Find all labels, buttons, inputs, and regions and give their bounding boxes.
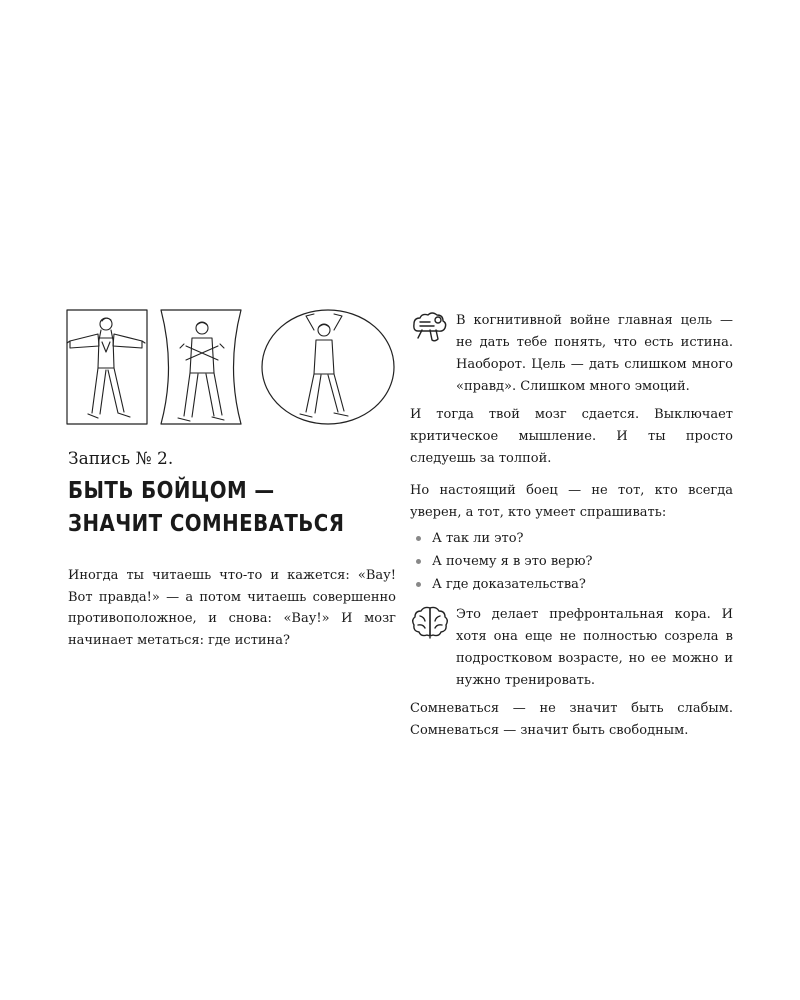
right-column [410, 310, 733, 742]
paragraph-real-fighter: Но настоящий боец — не тот, кто всегда уверен, а тот, кто умеет спрашивать: [410, 483, 733, 520]
person-crossing-arms-illustration [66, 308, 396, 426]
entry-section [68, 447, 396, 651]
paragraph-brain-gives-up: И тогда твой мозг сдается. Выключает критическое мышление. И ты просто следуешь за толпой. [410, 407, 733, 466]
brain-chat-icon [410, 310, 450, 346]
entry-title [68, 475, 350, 541]
bullet-icon [416, 582, 421, 587]
callout-cognitive-war [410, 310, 733, 398]
callout-cognitive-war-text: В когнитивной войне главная цель — не дать тебе понять, что есть истина. Наоборот. Цель — дать слишком много «правд». Слишком много эмоций. [456, 313, 733, 394]
entry-subtitle: Запись № 2. [68, 449, 174, 469]
bullet-icon [416, 559, 421, 564]
entry-title-line1: БЫТЬ БОЙЦОМ — [68, 478, 275, 504]
question-list [410, 527, 733, 596]
callout-prefrontal [410, 604, 733, 692]
brain-icon [410, 604, 450, 640]
entry-title-line2: ЗНАЧИТ СОМНЕВАТЬСЯ [68, 511, 345, 537]
callout-prefrontal-text: Это делает префронтальная кора. И хотя она еще не полностью созрела в подростковом возрасте, но ее можно и нужно тренировать. [456, 607, 733, 688]
list-item: А почему я в это верю? [410, 550, 733, 573]
entry-intro: Иногда ты читаешь что-то и кажется: «Вау! Вот правда!» — а потом читаешь совершенно противоположное, и снова: «Вау!» И мозг начинает метаться: где истина? [68, 568, 396, 648]
bullet-icon [416, 536, 421, 541]
list-item: А так ли это? [410, 527, 733, 550]
paragraph-doubt-freedom: Сомневаться — не значит быть слабым. Сомневаться — значит быть свободным. [410, 701, 733, 738]
list-item: А где доказательства? [410, 573, 733, 596]
